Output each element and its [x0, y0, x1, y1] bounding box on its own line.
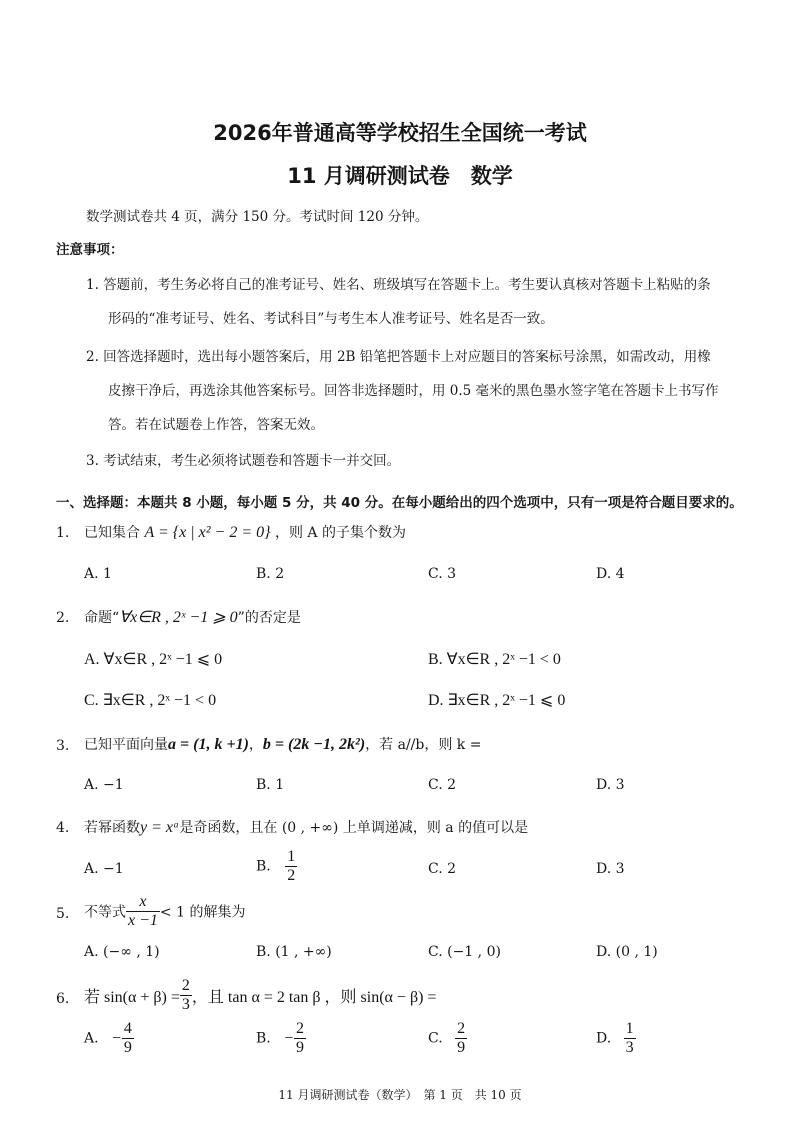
q1-option-c: C. 3: [428, 566, 457, 582]
q6-pre: 若 sin(α + β) =: [84, 989, 180, 1006]
q6-option-b-sign: −: [283, 1029, 294, 1047]
q2-option-c: C. ∃x∈R , 2ˣ −1 < 0: [84, 692, 217, 709]
q4-option-b-frac: [285, 848, 297, 885]
q6-option-a-num: 4: [123, 1020, 132, 1037]
q5-frac: [126, 893, 160, 930]
q6-option-b-frac: [294, 1020, 306, 1057]
q4-post: 是奇函数，且在 (0 , +∞) 上单调递减，则 a 的值可以是: [179, 820, 529, 836]
q2-pre: 命题“: [84, 610, 120, 626]
q1-option-a: A. 1: [84, 566, 112, 582]
notice-line-2c: 答。若在试题卷上作答，答案无效。: [108, 417, 324, 433]
q6-option-d-label: D.: [596, 1030, 612, 1047]
q5-option-c: C. (−1 , 0): [428, 944, 501, 960]
q6-frac-den: 3: [181, 996, 190, 1013]
q1-pre: 已知集合: [84, 525, 140, 541]
q6-option-c: [428, 1020, 467, 1057]
q6-option-b-den: 9: [296, 1039, 304, 1056]
notice-line-2b: 皮擦干净后，再选涂其他答案标号。回答非选择题时，用 0.5 毫米的黑色墨水签字笔在答题卡上书写作: [108, 383, 719, 399]
q4-option-b: [256, 848, 297, 885]
notice-line-1b: 形码的“准考证号、姓名、考试科目”与考生本人准考证号、姓名是否一致。: [108, 311, 554, 327]
q6-option-d-num: 1: [625, 1020, 634, 1037]
q4-option-b-label: B.: [256, 858, 271, 875]
q6-post: ，且 tan α = 2 tan β ，则 sin(α − β) =: [191, 989, 437, 1006]
q3-option-b: B. 1: [256, 777, 285, 793]
q6-option-d: [596, 1020, 636, 1057]
q6-option-b-label: B.: [256, 1030, 271, 1047]
q6-option-d-den: 3: [625, 1039, 634, 1056]
q3-number: 3.: [56, 738, 70, 754]
q2-number: 2.: [56, 610, 70, 626]
section-heading: 一、选择题：本题共 8 小题，每小题 5 分，共 40 分。在每小题给出的四个选项中，只有一项是符合题目要求的。: [56, 495, 743, 511]
q6-option-a: [84, 1020, 134, 1057]
q6-number: 6.: [56, 991, 70, 1007]
q1-option-d: D. 4: [596, 566, 625, 582]
q6-frac-num: 2: [181, 977, 190, 994]
q4-option-b-num: 1: [287, 848, 296, 865]
q5-pre: 不等式: [84, 904, 126, 921]
q5-frac-num: x: [126, 893, 160, 912]
q6-option-a-sign: −: [111, 1029, 122, 1047]
q6-option-a-den: 9: [123, 1039, 132, 1056]
q4-pre: 若幂函数: [84, 820, 140, 836]
q6-option-c-frac: [455, 1020, 467, 1057]
q6-option-d-frac: [624, 1020, 636, 1057]
q5-stem: [84, 893, 245, 930]
q6-option-c-label: C.: [428, 1030, 443, 1047]
q5-post: < 1 的解集为: [159, 904, 246, 921]
q6-option-a-frac: [122, 1020, 134, 1057]
q3-mid: ，: [248, 737, 263, 753]
q3-post: ，若 a//b，则 k =: [365, 737, 482, 753]
q1-option-b: B. 2: [256, 566, 285, 582]
q4-option-a: A. −1: [84, 861, 124, 877]
q6-frac: [180, 977, 192, 1014]
q6-option-b-num: 2: [296, 1020, 304, 1037]
q1-number: 1.: [56, 525, 70, 541]
q2-math: ∀x∈R , 2ˣ −1 ⩾ 0: [119, 609, 238, 626]
q3-option-a: A. −1: [84, 777, 124, 793]
q1-post: ，则 A 的子集个数为: [274, 525, 406, 541]
q6-stem: [84, 977, 436, 1014]
q3-option-d: D. 3: [596, 777, 625, 793]
exam-subtitle: 11 月调研测试卷 数学: [287, 164, 513, 188]
q2-post: ”的否定是: [237, 610, 301, 626]
q1-math: A = {x | x² − 2 = 0}: [144, 524, 271, 541]
q6-option-a-label: A.: [84, 1030, 99, 1047]
notice-line-1: 1. 答题前，考生务必将自己的准考证号、姓名、班级填写在答题卡上。考生要认真核对答题卡上粘贴的条: [86, 277, 711, 293]
q6-option-b: [256, 1020, 306, 1057]
notice-line-2: 2. 回答选择题时，选出每小题答案后，用 2B 铅笔把答题卡上对应题目的答案标号涂黑，如需改动，用橡: [86, 349, 711, 365]
q4-math: y = xᵃ: [140, 819, 180, 836]
q3-stem: [84, 734, 481, 754]
q4-option-b-den: 2: [287, 867, 296, 884]
q1-stem: [84, 522, 406, 542]
notice-heading: 注意事项：: [56, 242, 124, 258]
q5-number: 5.: [56, 906, 70, 922]
q4-number: 4.: [56, 820, 70, 836]
q3-math-a: a = (1, k +1): [168, 736, 249, 753]
q6-option-c-den: 9: [457, 1039, 466, 1056]
exam-title: 2026年普通高等学校招生全国统一考试: [213, 121, 587, 145]
q2-option-a: A. ∀x∈R , 2ˣ −1 ⩽ 0: [84, 651, 223, 668]
q4-stem: [84, 817, 528, 837]
q2-option-b: B. ∀x∈R , 2ˣ −1 < 0: [428, 651, 561, 668]
q2-stem: [84, 607, 301, 627]
q3-option-c: C. 2: [428, 777, 457, 793]
q5-option-b: B. (1 , +∞): [256, 944, 332, 960]
q3-pre: 已知平面向量: [84, 737, 168, 753]
q2-option-d: D. ∃x∈R , 2ˣ −1 ⩽ 0: [428, 692, 566, 709]
q6-option-c-num: 2: [457, 1020, 466, 1037]
q3-math-b: b = (2k −1, 2k²): [262, 736, 366, 753]
q4-option-d: D. 3: [596, 861, 625, 877]
q4-option-c: C. 2: [428, 861, 457, 877]
notice-line-3: 3. 考试结束，考生必须将试题卷和答题卡一并交回。: [86, 453, 401, 469]
q5-option-d: D. (0 , 1): [596, 944, 658, 960]
q5-option-a: A. (−∞ , 1): [84, 944, 160, 960]
page-footer: 11 月调研测试卷（数学） 第 1 页 共 10 页: [278, 1088, 522, 1102]
q5-frac-den: x −1: [128, 912, 158, 929]
exam-intro: 数学测试卷共 4 页，满分 150 分。考试时间 120 分钟。: [86, 209, 429, 225]
